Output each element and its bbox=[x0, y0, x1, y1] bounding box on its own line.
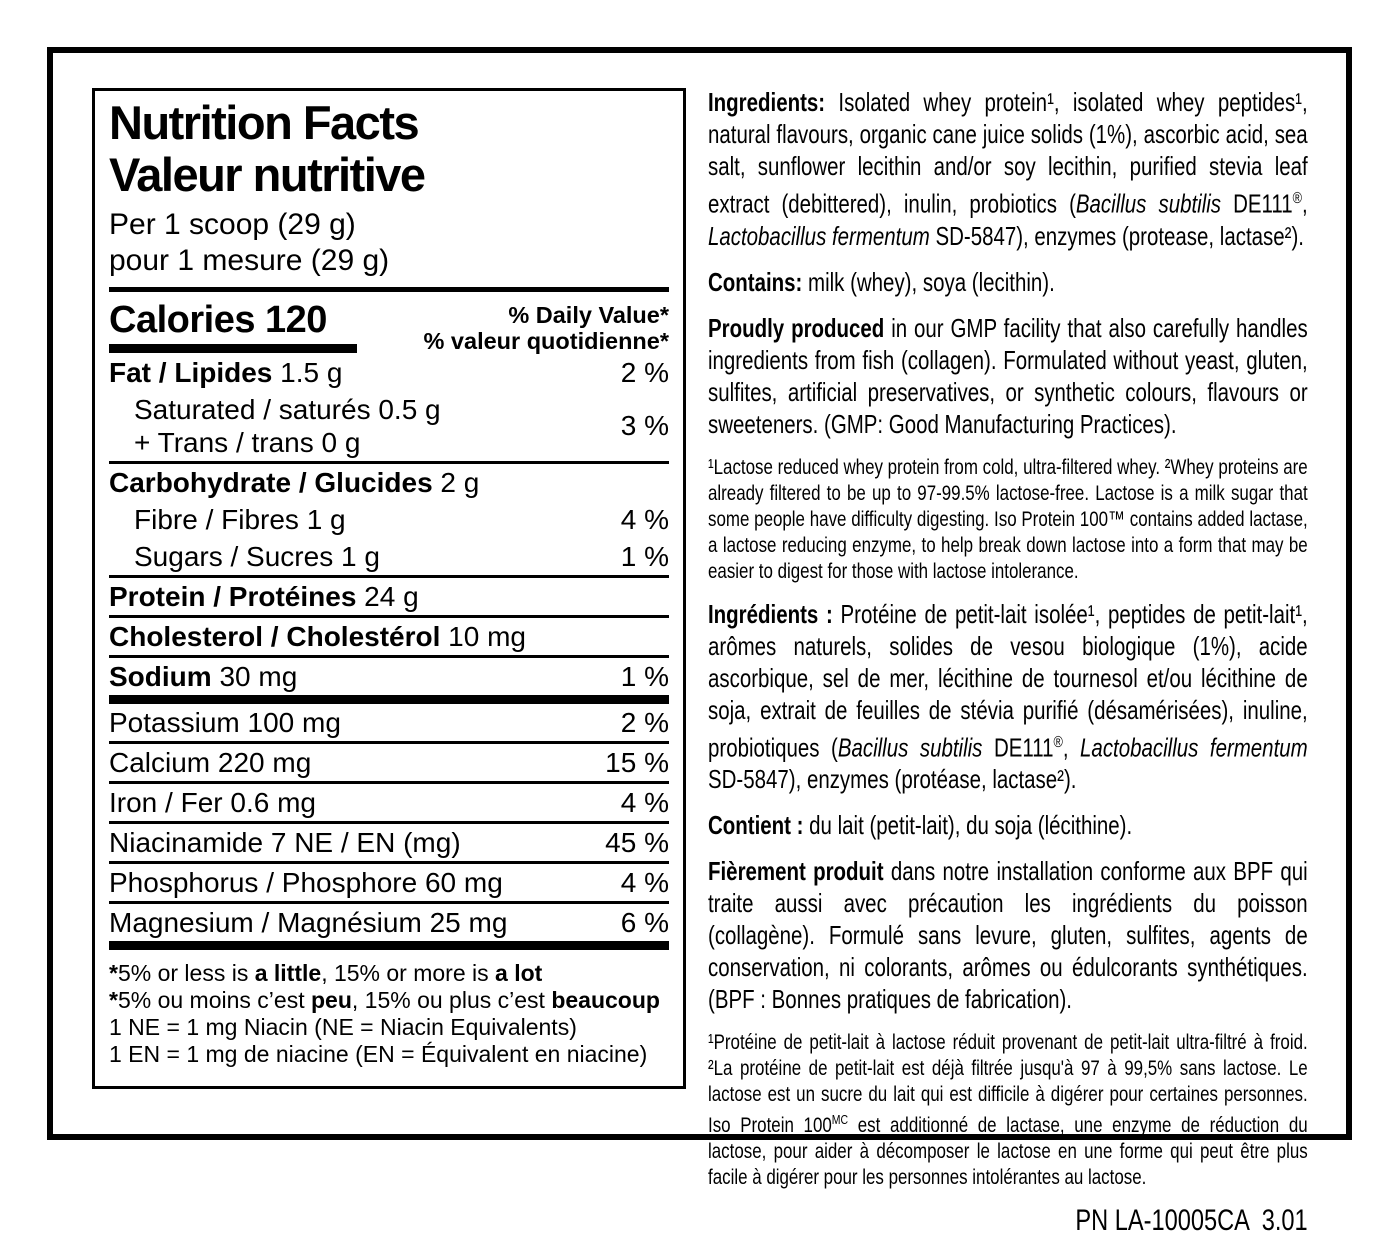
nutrient-dv-percent: 2 % bbox=[620, 706, 669, 738]
divider-thick bbox=[109, 695, 669, 704]
text-segment: Isolated whey protein¹, isolated whey peptides¹, natural flavours, organic cane juice solids (1%), ascorbic acid, sea salt, sunflower lecithin and/or soy lecithin, purified stevia leaf extract (debittered), inulin, probiotics ( bbox=[708, 87, 1308, 219]
ingredients-column-inner bbox=[708, 86, 1308, 1238]
text-segment: , 15% ou plus c’est bbox=[351, 987, 552, 1013]
text-segment: * bbox=[109, 987, 118, 1013]
text-segment: est additionné de lactase, une enzyme de réduction du lactose, pour aider à décomposer le lactose en une forme qui peut être plus facile à digérer pour les personnes intolérantes au lactose. bbox=[708, 1113, 1308, 1190]
nutrient-name bbox=[109, 706, 613, 739]
nutrient-row bbox=[109, 464, 669, 501]
text-segment: MC bbox=[831, 1112, 849, 1128]
serving-size-en: Per 1 scoop (29 g) bbox=[109, 208, 356, 241]
nutrient-name bbox=[109, 503, 613, 536]
text-segment: Bacillus subtilis bbox=[1075, 188, 1222, 219]
serving-size-fr: pour 1 mesure (29 g) bbox=[109, 244, 390, 277]
text-segment: Lactobacillus fermentum bbox=[1080, 732, 1308, 763]
nutrient-name bbox=[109, 580, 661, 613]
contient-fr bbox=[708, 809, 1308, 841]
nutrient-name bbox=[109, 866, 613, 899]
text-segment: 1 EN = 1 mg de niacine (EN = Équivalent en niacine) bbox=[109, 1041, 648, 1067]
panel-footnote-line bbox=[109, 1014, 669, 1041]
ingredients-en bbox=[708, 86, 1308, 252]
nutrient-dv-percent: 2 % bbox=[620, 356, 669, 388]
nutrient-dv-percent: 45 % bbox=[605, 826, 669, 858]
nutrient-name-line: + Trans / trans 0 g bbox=[134, 427, 361, 458]
nutrient-name-line: Iron / Fer 0.6 mg bbox=[109, 787, 316, 818]
nutrient-name bbox=[109, 746, 597, 779]
nutrient-name-line: Carbohydrate / Glucides 2 g bbox=[109, 467, 480, 498]
nutrient-row bbox=[109, 501, 669, 538]
text-segment: du lait (petit-lait), du soja (lécithine). bbox=[809, 810, 1133, 841]
nutrient-name-line: Sugars / Sucres 1 g bbox=[134, 541, 380, 572]
nutrient-name-line: Protein / Protéines 24 g bbox=[109, 581, 419, 612]
nutrient-name-line: Cholesterol / Cholestérol 10 mg bbox=[109, 621, 527, 652]
text-segment: dans notre installation conforme aux BPF qui traite aussi avec précaution les ingrédients du poisson (collagène). Formulé sans levure, gluten, sulfites, agents de conservation, ni colorants, arômes ou édulcorants synthétiques. (BPF : Bonnes pratiques de fabrication). bbox=[708, 856, 1308, 1015]
nutrient-row bbox=[109, 658, 669, 695]
daily-value-header-fr: % valeur quotidienne* bbox=[423, 328, 669, 354]
calories-number: 120 bbox=[265, 299, 327, 341]
text-segment: , bbox=[1062, 732, 1081, 763]
panel-footnotes bbox=[109, 960, 669, 1068]
nutrient-dv-percent: 3 % bbox=[620, 410, 669, 441]
text-segment: ¹Protéine de petit-lait à lactose réduit provenant de petit-lait ultra-filtré à froid. ²La protéine de petit-lait est déjà filtrée jusqu'à 97 à 99,5% sans lactose. Le lactose est un sucre du lait qui est difficile à digérer pour certaines personnes. Iso Protein 100 bbox=[708, 1030, 1308, 1138]
text-segment: , 15% or more is bbox=[321, 960, 496, 986]
nutrient-row bbox=[109, 704, 669, 741]
nutrient-name-line: Potassium 100 mg bbox=[109, 707, 341, 738]
text-segment: , bbox=[1302, 188, 1308, 219]
ingredients-column bbox=[708, 86, 1308, 1238]
text-segment: Contains: bbox=[708, 266, 809, 297]
bpf-fr bbox=[708, 855, 1308, 1015]
divider-thick bbox=[109, 941, 669, 950]
contains-en bbox=[708, 266, 1308, 298]
nutrient-row bbox=[109, 784, 669, 821]
nutrient-dv-percent: 1 % bbox=[620, 540, 669, 572]
text-segment: DE111 bbox=[982, 732, 1054, 763]
nutrient-name bbox=[109, 540, 613, 573]
calories-label: Calories bbox=[109, 299, 255, 341]
nutrient-dv-percent: 4 % bbox=[620, 786, 669, 818]
nutrient-row bbox=[109, 354, 669, 391]
nutrient-row bbox=[109, 904, 669, 941]
text-segment: * bbox=[109, 960, 118, 986]
nutrient-name-line: Sodium 30 mg bbox=[109, 661, 298, 692]
nutrient-name-line: Niacinamide 7 NE / EN (mg) bbox=[109, 827, 461, 858]
nutrient-dv-percent: 4 % bbox=[620, 866, 669, 898]
text-segment: peu bbox=[310, 987, 352, 1013]
text-segment: ® bbox=[1292, 189, 1303, 207]
calories-underline-bar bbox=[109, 344, 357, 353]
text-segment: ¹Lactose reduced whey protein from cold, ultra-filtered whey. ²Whey proteins are already filtered to be up to 97-99.5% lactose-free. Lactose is a milk sugar that some people have difficulty digesting. Iso Protein 100™ contains added lactase, a lactose reducing enzyme, to help break down lactose into a form that may be easier to digest for those with lactose intolerance. bbox=[708, 454, 1308, 583]
nutrient-row bbox=[109, 824, 669, 861]
text-segment: in our GMP facility that also carefully handles ingredients from fish (collagen). Formulated without yeast, gluten, sulfites, artificial preservatives, or synthetic colours, flavours or sweeteners. (GMP: Good Manufacturing Practices). bbox=[708, 312, 1308, 439]
text-segment: ® bbox=[1053, 732, 1063, 751]
gmp-en bbox=[708, 312, 1308, 440]
calories-value bbox=[109, 300, 357, 340]
nutrient-name-line: Fibre / Fibres 1 g bbox=[134, 504, 346, 535]
ingredients-fr bbox=[708, 598, 1308, 796]
text-segment: Ingrédients : bbox=[708, 598, 841, 629]
nutrient-dv-percent: 4 % bbox=[620, 503, 669, 535]
nutrition-facts-panel bbox=[92, 88, 686, 1089]
text-segment: 5% ou moins c’est bbox=[117, 987, 311, 1013]
nutrient-name bbox=[109, 826, 597, 859]
text-segment: Lactobacillus fermentum bbox=[708, 220, 930, 251]
nutrient-rows bbox=[109, 354, 669, 950]
nutrient-name bbox=[109, 356, 613, 389]
product-code: PN LA-10005CA 3.01 bbox=[1075, 1204, 1308, 1238]
panel-footnote-line bbox=[109, 1041, 669, 1068]
text-segment: SD-5847), enzymes (protéase, lactase²). bbox=[708, 764, 1077, 795]
text-segment: 5% or less is bbox=[117, 960, 255, 986]
nutrient-dv-percent: 15 % bbox=[605, 746, 669, 778]
text-segment: Contient : bbox=[708, 810, 810, 841]
nutrient-row bbox=[109, 744, 669, 781]
text-segment: Protéine de petit-lait isolée¹, peptides de petit-lait¹, arômes naturels, solides de vesou biologique (1%), acide ascorbique, sel de mer, lécithine de tournesol et/ou lécithine de soja, extrait de feuilles de stévia purifié (désamérisées), inuline, probiotiques ( bbox=[708, 598, 1308, 763]
lactose-note-fr bbox=[708, 1029, 1308, 1190]
text-segment: Proudly produced bbox=[708, 312, 885, 343]
calories-block bbox=[109, 300, 357, 354]
nutrient-row bbox=[109, 578, 669, 615]
panel-footnote-line bbox=[109, 960, 669, 987]
text-segment: Fièrement produit bbox=[708, 856, 884, 887]
nutrient-name-line: Saturated / saturés 0.5 g bbox=[134, 394, 441, 425]
panel-footnote-line bbox=[109, 987, 669, 1014]
nutrient-name bbox=[109, 660, 613, 693]
text-segment: a lot bbox=[495, 960, 543, 986]
text-segment: 1 NE = 1 mg Niacin (NE = Niacin Equivalents) bbox=[109, 1014, 577, 1040]
nutrient-dv-percent: 6 % bbox=[620, 906, 669, 938]
text-segment: DE111 bbox=[1221, 188, 1293, 219]
divider-medium bbox=[109, 287, 669, 292]
nutrient-row bbox=[109, 864, 669, 901]
daily-value-header-en: % Daily Value* bbox=[508, 302, 669, 328]
nutrient-name-line: Calcium 220 mg bbox=[109, 747, 312, 778]
panel-title-fr: Valeur nutritive bbox=[109, 148, 425, 201]
calories-row bbox=[109, 300, 669, 354]
nutrient-name-line: Magnesium / Magnésium 25 mg bbox=[109, 907, 508, 938]
nutrient-name-line: Phosphorus / Phosphore 60 mg bbox=[109, 867, 503, 898]
panel-title-en: Nutrition Facts bbox=[109, 96, 419, 149]
label-border bbox=[47, 47, 1352, 1238]
text-segment: Bacillus subtilis bbox=[837, 732, 983, 763]
nutrient-name bbox=[109, 393, 613, 459]
text-segment: a little bbox=[254, 960, 322, 986]
nutrient-row bbox=[109, 538, 669, 575]
nutrient-row bbox=[109, 618, 669, 655]
nutrient-dv-percent: 1 % bbox=[620, 660, 669, 692]
text-segment: beaucoup bbox=[551, 987, 660, 1013]
text-segment: milk (whey), soya (lecithin). bbox=[808, 266, 1055, 297]
nutrient-name bbox=[109, 786, 613, 819]
nutrient-name bbox=[109, 466, 661, 499]
text-segment: SD-5847), enzymes (protease, lactase²). bbox=[929, 220, 1304, 251]
nutrient-name bbox=[109, 906, 613, 939]
nutrient-row bbox=[109, 391, 669, 461]
text-segment: Ingredients: bbox=[708, 87, 839, 117]
nutrient-name bbox=[109, 620, 661, 653]
lactose-note-en bbox=[708, 454, 1308, 584]
nutrient-name-line: Fat / Lipides 1.5 g bbox=[109, 357, 343, 388]
daily-value-header bbox=[424, 300, 670, 354]
